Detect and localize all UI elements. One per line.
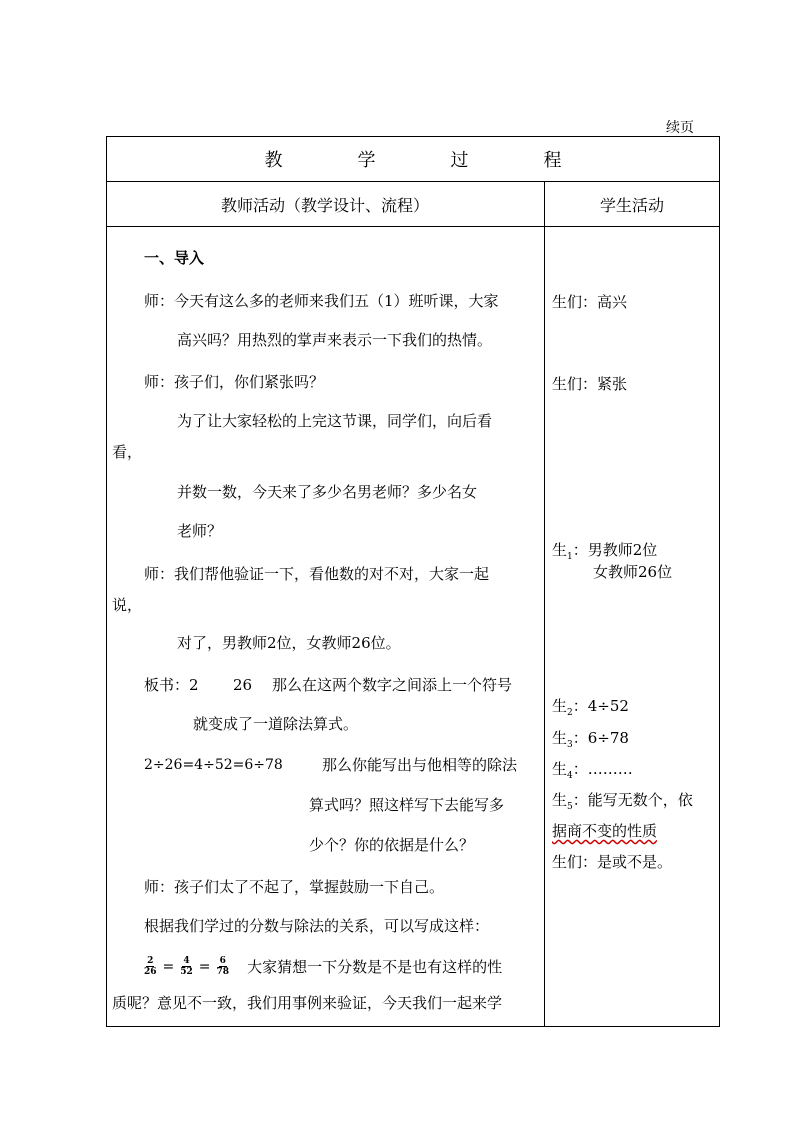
student-line: 女教师26位 xyxy=(593,563,673,581)
teacher-line: 高兴吗？用热烈的掌声来表示一下我们的热情。 xyxy=(177,331,493,349)
student-line: 生们：紧张 xyxy=(552,375,628,393)
teacher-line: 并数一数，今天来了多少名男老师？多少名女 xyxy=(177,483,478,501)
teacher-line: 就变成了一道除法算式。 xyxy=(193,715,359,733)
table-title xyxy=(106,136,720,182)
student-answer: ：……… xyxy=(572,760,633,778)
student-line: 生们：高兴 xyxy=(552,293,628,311)
division-equation: 2÷26=4÷52=6÷78 xyxy=(144,757,283,773)
denominator: 78 xyxy=(216,967,230,977)
numerator: 2 xyxy=(147,956,154,966)
student-answer: ：能写无数个，依 xyxy=(572,791,693,809)
teacher-line: 看， xyxy=(112,443,143,461)
teacher-line: 质呢？意见不一致，我们用事例来验证，今天我们一起来学 xyxy=(112,994,503,1012)
column-divider xyxy=(544,181,545,1027)
student-line xyxy=(552,821,657,841)
teacher-line: 为了让大家轻松的上完这节课，同学们，向后看 xyxy=(177,412,493,430)
teacher-line: 师：孩子们太了不起了，掌握鼓励一下自己。 xyxy=(144,878,445,896)
teacher-line: 根据我们学过的分数与除法的关系，可以写成这样： xyxy=(144,917,490,935)
student-answer: 据商不变的性质 xyxy=(552,822,658,840)
continuation-label: 续页 xyxy=(666,120,694,136)
student-number: 3 xyxy=(567,740,573,750)
teacher-line: 那么在这两个数字之间添上一个符号 xyxy=(272,676,513,694)
title-char: 教 xyxy=(264,150,283,171)
student-label: 生 xyxy=(552,697,568,715)
numerator: 4 xyxy=(183,956,190,966)
teacher-column-header: 教师活动（教学设计、流程） xyxy=(220,195,429,215)
student-label: 生 xyxy=(552,541,568,559)
student-answer: ：4÷52 xyxy=(572,697,629,715)
student-number: 4 xyxy=(567,771,573,781)
fraction xyxy=(180,956,193,977)
student-answer: ：6÷78 xyxy=(572,729,629,747)
student-label: 生 xyxy=(552,760,568,778)
denominator: 52 xyxy=(180,967,193,977)
teacher-line: 算式吗？照这样写下去能写多 xyxy=(309,796,505,814)
table-divider xyxy=(106,226,720,227)
student-label: 生 xyxy=(552,729,568,747)
student-line xyxy=(552,759,633,786)
title-char: 程 xyxy=(543,150,562,171)
teacher-line: 说， xyxy=(112,596,143,614)
fraction xyxy=(144,956,157,977)
board-label: 板书：2 xyxy=(144,676,199,694)
student-number: 5 xyxy=(567,802,573,812)
teacher-line: 师：我们帮他验证一下，看他数的对不对，大家一起 xyxy=(144,565,490,583)
student-answer: ：男教师2位 xyxy=(572,541,658,559)
teacher-line: 对了，男教师2位，女教师26位。 xyxy=(177,634,401,652)
section-heading: 一、导入 xyxy=(144,249,205,267)
fraction xyxy=(217,956,230,977)
teacher-line: 师：孩子们，你们紧张吗？ xyxy=(144,373,325,391)
equals-sign: = xyxy=(162,958,175,975)
student-line: 生们：是或不是。 xyxy=(552,853,673,871)
student-number: 1 xyxy=(567,552,573,562)
numerator: 6 xyxy=(219,956,226,966)
student-line xyxy=(552,728,629,755)
teacher-line: 少个？你的依据是什么？ xyxy=(309,836,475,854)
title-char: 过 xyxy=(450,150,469,171)
teacher-line: 老师？ xyxy=(177,522,223,540)
student-column-header: 学生活动 xyxy=(599,195,664,215)
board-number: 26 xyxy=(233,676,253,694)
title-char: 学 xyxy=(357,150,376,171)
student-number: 2 xyxy=(567,708,573,718)
student-line xyxy=(552,696,629,723)
teacher-line: 那么你能写出与他相等的除法 xyxy=(322,756,518,774)
teacher-line: 师：今天有这么多的老师来我们五（1）班听课，大家 xyxy=(144,292,499,310)
student-label: 生 xyxy=(552,791,568,809)
teacher-line: 大家猜想一下分数是不是也有这样的性 xyxy=(247,958,503,976)
fraction-equation xyxy=(144,956,502,977)
student-line xyxy=(552,790,693,817)
denominator: 26 xyxy=(144,967,157,977)
equals-sign: = xyxy=(198,958,211,975)
